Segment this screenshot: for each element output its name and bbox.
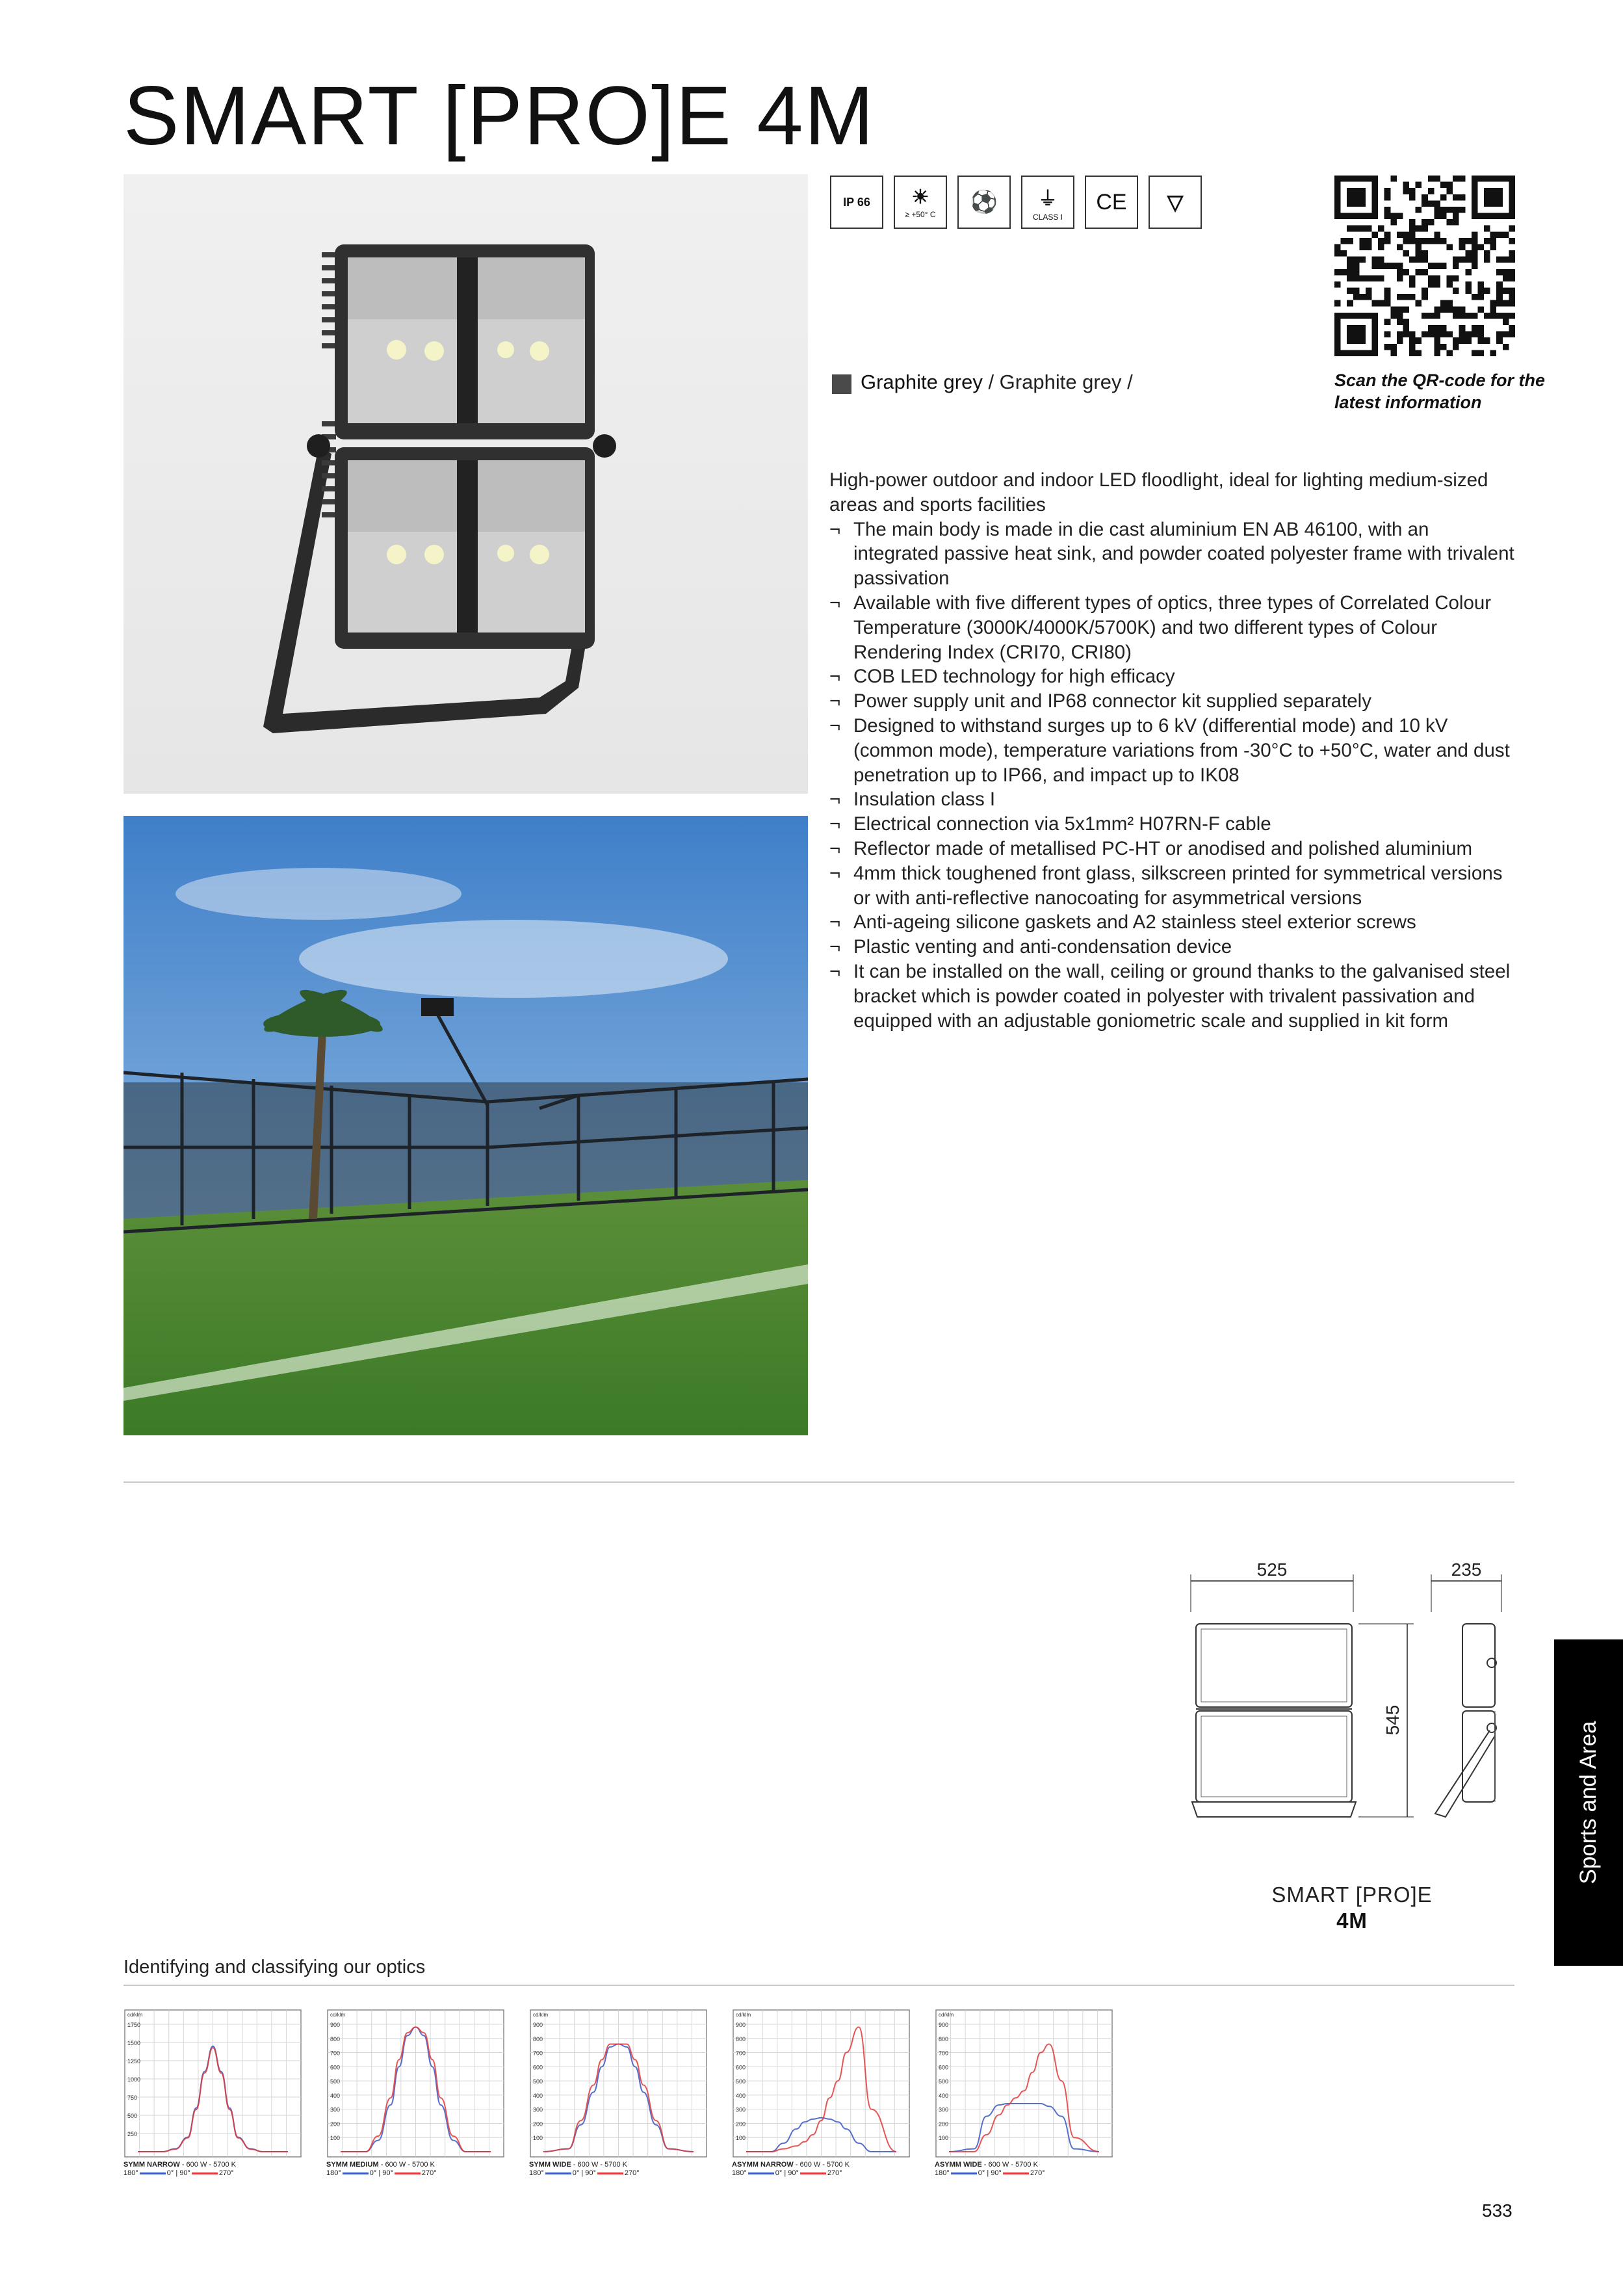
photometric-chart-asymm-wide [935,2009,1113,2177]
feature-item: ¬ 4mm thick toughened front glass, silkscreen printed for symmetrical versions or with anti-reflective nanocoating for asymmetrical versions [829,861,1518,911]
chart-caption [732,2161,911,2169]
feature-item: ¬ Designed to withstand surges up to 6 kV (differential mode) and 10 kV (common mode), temperature variations from -30°C to +50°C, water and dust penetration up to IP66, and impact up to IK08 [829,714,1518,787]
qr-caption: Scan the QR-code for the latest information [1334,371,1546,412]
section-tab-label: Sports and Area [1576,1721,1601,1885]
chart-title: ASYMM WIDE [935,2161,982,2169]
feature-item: ¬ COB LED technology for high efficacy [829,664,1518,689]
description-intro: High-power outdoor and indoor LED floodlight, ideal for lighting medium-sized areas and sports facilities [829,469,1488,515]
chart-title: SYMM WIDE [529,2161,571,2169]
section-divider [123,1481,1514,1483]
y-tick-label: 700 [939,2050,949,2057]
y-tick-label: 300 [330,2106,341,2113]
legend-label: 270° [624,2169,640,2177]
optics-section-title: Identifying and classifying our optics [123,1957,426,1977]
dim-depth-label: 235 [1451,1560,1482,1580]
y-tick-label: 800 [533,2035,543,2042]
feature-item: ¬ Electrical connection via 5x1mm² H07RN-F cable [829,812,1518,837]
legend-line-blue [951,2172,977,2174]
dim-height-label: 545 [1383,1704,1403,1736]
legend-line-red [800,2172,826,2174]
chart-subtitle: - 600 W - 5700 K [981,2161,1038,2169]
color-name: Graphite grey [861,371,983,393]
legend-label: 90° [179,2169,190,2177]
legend-line-red [395,2172,421,2174]
product-photo [123,174,808,794]
y-axis-unit: cd/klm [533,2012,549,2018]
legend-label: 90° [991,2169,1002,2177]
feature-list [829,517,1518,1034]
y-tick-label: 200 [330,2120,341,2128]
installation-photo [123,816,808,1435]
chart-plot [529,2009,708,2158]
legend-line-red [597,2172,623,2174]
chart-legend [529,2169,708,2177]
qr-code[interactable] [1334,176,1515,356]
model-family: SMART [PRO]E [1271,1883,1433,1907]
legend-label: 180° [732,2169,747,2177]
chart-subtitle: - 600 W - 5700 K [793,2161,850,2169]
photometric-chart-symm-narrow [123,2009,302,2177]
class-i-icon: ⏚ CLASS I [1021,176,1074,229]
y-tick-label: 200 [939,2120,949,2128]
chart-legend [732,2169,911,2177]
y-tick-label: 700 [533,2050,543,2057]
legend-line-blue [748,2172,774,2174]
feature-item: ¬ Available with five different types of optics, three types of Correlated Colour Temperature (3000K/4000K/5700K) and two different types of Colour Rendering Index (CRI70, CRI80) [829,591,1518,664]
color-swatch [832,374,851,394]
y-tick-label: 700 [330,2050,341,2057]
dimension-model-name [1222,1882,1482,1934]
chart-plot [326,2009,505,2158]
product-description [829,468,1518,1033]
feature-item: ¬ Insulation class I [829,787,1518,812]
legend-line-blue [140,2172,166,2174]
legend-label: 180° [935,2169,950,2177]
y-tick-label: 600 [330,2064,341,2071]
y-axis-unit: cd/klm [330,2012,346,2018]
section-divider [123,1985,1514,1986]
y-tick-label: 1750 [127,2022,141,2028]
y-tick-label: 400 [533,2092,543,2099]
chart-caption [529,2161,708,2169]
y-tick-label: 900 [330,2022,341,2028]
legend-label: 270° [421,2169,437,2177]
legend-line-blue [343,2172,369,2174]
chart-caption [935,2161,1113,2169]
legend-sep: | [784,2169,786,2177]
y-tick-label: 800 [330,2035,341,2042]
legend-sep: | [378,2169,381,2177]
y-tick-label: 500 [939,2078,949,2085]
ce-mark-icon: CE [1085,176,1138,229]
y-tick-label: 1250 [127,2058,141,2065]
y-tick-label: 900 [939,2022,949,2028]
temperature-icon: ☀ ≥ +50° C [894,176,947,229]
legend-label: 0° [369,2169,377,2177]
feature-item: ¬ Reflector made of metallised PC-HT or anodised and polished aluminium [829,837,1518,861]
y-tick-label: 500 [533,2078,543,2085]
chart-legend [935,2169,1113,2177]
y-tick-label: 800 [736,2035,746,2042]
y-axis-unit: cd/klm [736,2012,751,2018]
color-label [861,371,1133,394]
y-tick-label: 600 [939,2064,949,2071]
page-title: SMART [PRO]E 4M [123,70,876,163]
legend-line-red [192,2172,218,2174]
chart-subtitle: - 600 W - 5700 K [571,2161,627,2169]
chart-title: SYMM NARROW [123,2161,180,2169]
chart-plot [935,2009,1113,2158]
color-name-alt: / Graphite grey / [982,371,1133,393]
legend-label: 0° [166,2169,174,2177]
y-tick-label: 300 [736,2106,746,2113]
legend-label: 0° [572,2169,580,2177]
legend-line-blue [545,2172,571,2174]
feature-item: ¬ The main body is made in die cast aluminium EN AB 46100, with an integrated passive heat sink, and powder coated polyester frame with trivalent passivation [829,517,1518,591]
legend-label: 270° [1030,2169,1045,2177]
y-tick-label: 400 [939,2092,949,2099]
y-tick-label: 900 [736,2022,746,2028]
legend-label: 90° [382,2169,393,2177]
y-tick-label: 400 [330,2092,341,2099]
y-tick-label: 400 [736,2092,746,2099]
y-tick-label: 750 [127,2094,138,2101]
dim-width-label: 525 [1256,1560,1288,1580]
y-tick-label: 500 [127,2113,138,2119]
y-tick-label: 600 [736,2064,746,2071]
legend-sep: | [581,2169,584,2177]
chart-legend [326,2169,505,2177]
chart-title: SYMM MEDIUM [326,2161,379,2169]
y-tick-label: 1500 [127,2040,141,2046]
legend-label: 0° [978,2169,985,2177]
section-tab[interactable] [1554,1639,1623,1966]
dimension-drawing [1189,1560,1521,1827]
legend-label: 180° [123,2169,138,2177]
legend-label: 270° [218,2169,234,2177]
chart-legend [123,2169,302,2177]
legend-label: 180° [326,2169,341,2177]
y-tick-label: 100 [330,2135,341,2142]
legend-sep: | [175,2169,178,2177]
legend-line-red [1003,2172,1029,2174]
y-axis-unit: cd/klm [127,2012,143,2018]
y-tick-label: 250 [127,2131,138,2137]
page-number: 533 [1482,2200,1513,2221]
chart-caption [326,2161,505,2169]
legend-label: 90° [585,2169,596,2177]
y-tick-label: 200 [736,2120,746,2128]
legend-label: 0° [775,2169,783,2177]
y-tick-label: 500 [330,2078,341,2085]
y-tick-label: 100 [533,2135,543,2142]
legend-label: 180° [529,2169,544,2177]
feature-item: ¬ Power supply unit and IP68 connector kit supplied separately [829,689,1518,714]
chart-title: ASYMM NARROW [732,2161,794,2169]
y-axis-unit: cd/klm [939,2012,954,2018]
feature-item: ¬ Plastic venting and anti-condensation device [829,935,1518,959]
y-tick-label: 300 [533,2106,543,2113]
y-tick-label: 800 [939,2035,949,2042]
impact-resistance-icon: ⚽ [957,176,1011,229]
chart-plot [732,2009,911,2158]
model-code: 4M [1336,1909,1368,1933]
y-tick-label: 100 [736,2135,746,2142]
chart-subtitle: - 600 W - 5700 K [378,2161,435,2169]
y-tick-label: 600 [533,2064,543,2071]
surface-mount-icon: ▽ [1149,176,1202,229]
y-tick-label: 1000 [127,2076,141,2083]
y-tick-label: 200 [533,2120,543,2128]
photometric-chart-asymm-narrow [732,2009,911,2177]
chart-subtitle: - 600 W - 5700 K [179,2161,236,2169]
ip-rating-icon: IP 66 [830,176,883,229]
y-tick-label: 700 [736,2050,746,2057]
y-tick-label: 900 [533,2022,543,2028]
chart-caption [123,2161,302,2169]
photometric-chart-symm-medium [326,2009,505,2177]
feature-item: ¬ Anti-ageing silicone gaskets and A2 stainless steel exterior screws [829,910,1518,935]
y-tick-label: 500 [736,2078,746,2085]
feature-item: ¬ It can be installed on the wall, ceiling or ground thanks to the galvanised steel bracket which is powder coated in polyester with trivalent passivation and equipped with an adjustable goniometric scale and supplied in kit form [829,959,1518,1033]
legend-label: 90° [788,2169,799,2177]
legend-label: 270° [827,2169,842,2177]
y-tick-label: 300 [939,2106,949,2113]
legend-sep: | [987,2169,989,2177]
photometric-chart-symm-wide [529,2009,708,2177]
chart-plot [123,2009,302,2158]
y-tick-label: 100 [939,2135,949,2142]
